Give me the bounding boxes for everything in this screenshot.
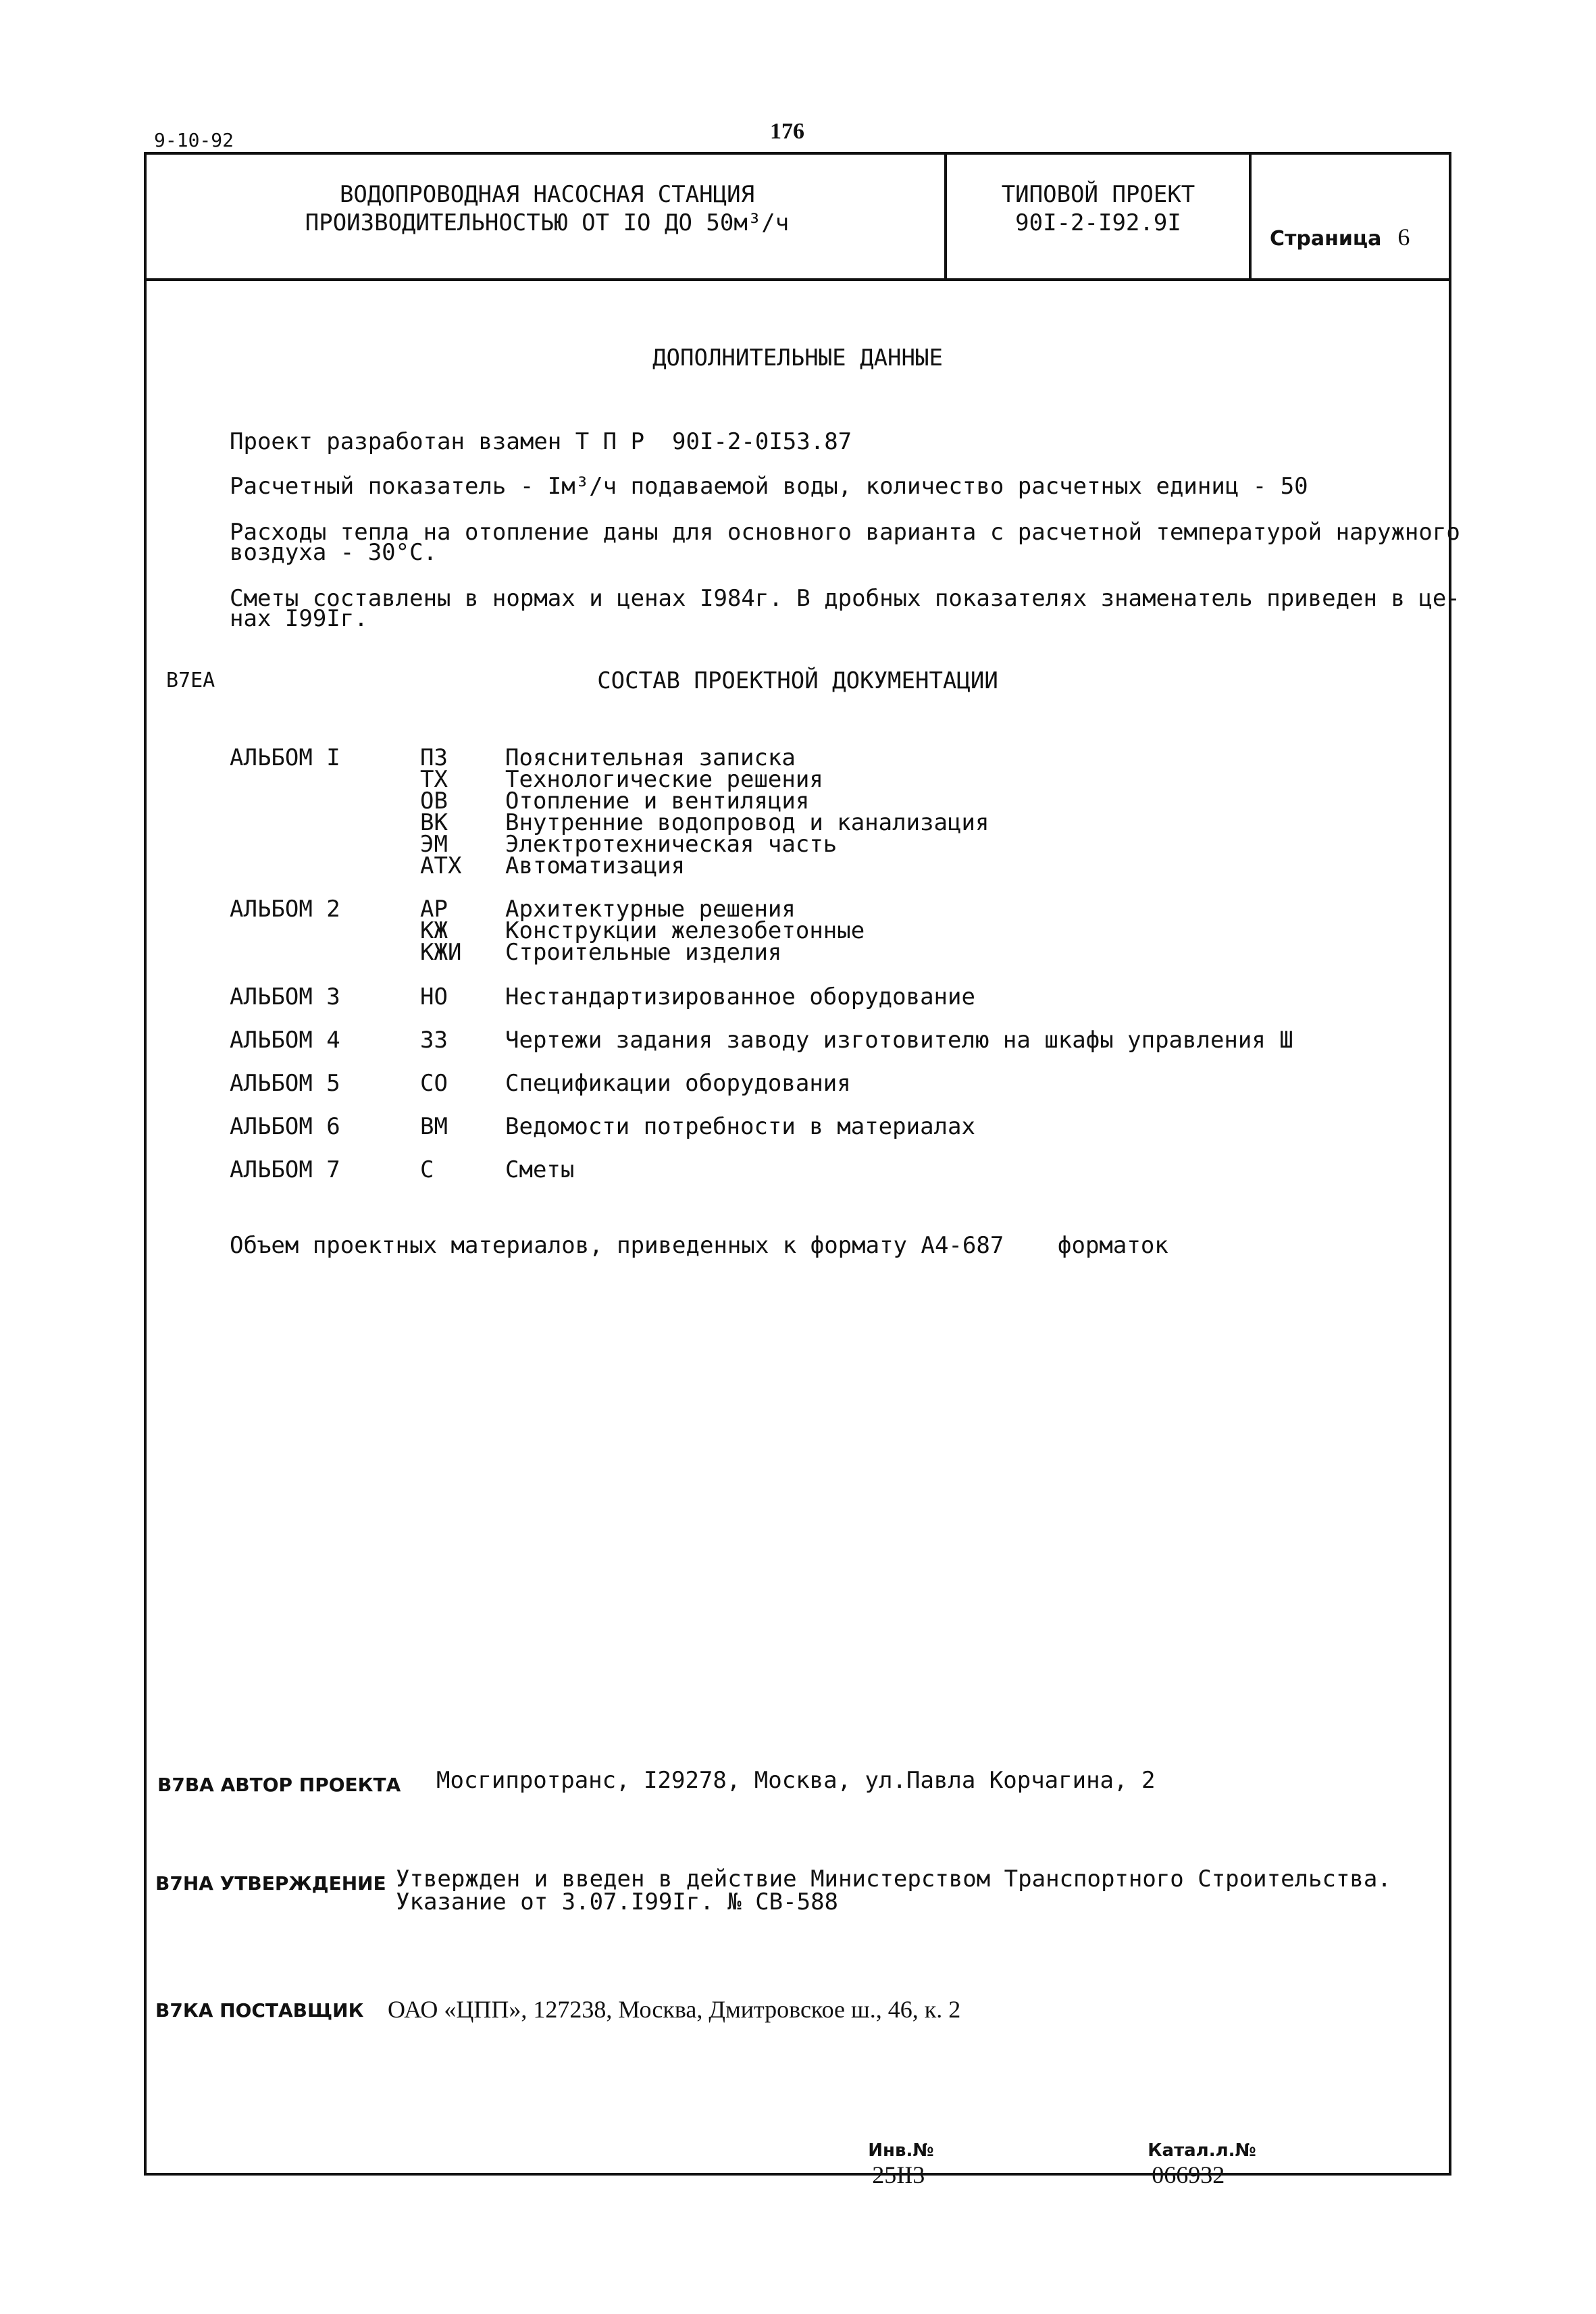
header-title-line2: ПРОИЗВОДИТЕЛЬНОСТЬЮ ОТ IO ДО 50м³/ч	[305, 209, 790, 236]
doc-title: Автоматизация	[505, 852, 686, 879]
header-column-divider	[944, 152, 947, 280]
doc-title: Нестандартизированное оборудование	[505, 983, 975, 1010]
doc-code: АР	[420, 896, 448, 923]
approval-line1: Утвержден и введен в действие Министерством Транспортного Строительства.	[396, 1866, 1391, 1893]
inventory-label: Инв.№	[868, 2140, 934, 2161]
supplier-text: ОАО «ЦПП», 127238, Москва, Дмитровское ш., 46, к. 2	[388, 1996, 961, 2023]
album-label: АЛЬБОМ I	[230, 744, 340, 771]
volume-text: Объем проектных материалов, приведенных к формату А4-687	[230, 1232, 1004, 1259]
doc-code: ОВ	[420, 788, 448, 815]
doc-code: КЖ	[420, 917, 448, 944]
doc-code: ПЗ	[420, 744, 448, 771]
album-label: АЛЬБОМ 2	[230, 896, 340, 923]
doc-title: Отопление и вентиляция	[505, 788, 810, 815]
doc-title: Ведомости потребности в материалах	[505, 1113, 975, 1140]
supplier-label: В7КА ПОСТАВЩИК	[155, 1999, 364, 2022]
section-heading-additional-data: ДОПОЛНИТЕЛЬНЫЕ ДАННЫЕ	[652, 344, 943, 371]
doc-code: ЭМ	[420, 831, 448, 858]
page-label: Страница	[1270, 227, 1382, 251]
date-stamp: 9-10-92	[154, 129, 234, 151]
album-label: АЛЬБОМ 7	[230, 1156, 340, 1183]
approval-label: В7НА УТВЕРЖДЕНИЕ	[155, 1872, 386, 1895]
album-label: АЛЬБОМ 3	[230, 983, 340, 1010]
estimate-line-1: Сметы составлены в нормах и ценах I984г. В дробных показателях знаменатель приведен в це-	[230, 585, 1460, 612]
doc-title: Архитектурные решения	[505, 896, 796, 923]
doc-code: НО	[420, 983, 448, 1010]
catalog-label: Катал.л.№	[1148, 2140, 1256, 2161]
header-divider	[144, 278, 1451, 281]
header-column-divider	[1249, 152, 1252, 280]
project-number: 90I-2-I92.9I	[1015, 209, 1181, 236]
doc-code: 33	[420, 1027, 448, 1054]
doc-title: Конструкции железобетонные	[505, 917, 865, 944]
page-number: 176	[770, 119, 804, 144]
approval-line2: Указание от 3.07.I99Iг. № СВ-588	[396, 1888, 839, 1916]
author-label: В7ВА АВТОР ПРОЕКТА	[157, 1774, 401, 1796]
doc-title: Сметы	[505, 1156, 575, 1183]
header-title-line1: ВОДОПРОВОДНАЯ НАСОСНАЯ СТАНЦИЯ	[339, 181, 755, 208]
doc-code: С	[420, 1156, 434, 1183]
doc-code: ТХ	[420, 766, 448, 793]
doc-code: АТХ	[420, 852, 462, 879]
section-code: В7ЕА	[166, 669, 215, 692]
unit-line: Расчетный показатель - Iм³/ч подаваемой воды, количество расчетных единиц - 50	[230, 473, 1308, 500]
heat-line-1: Расходы тепла на отопление даны для основного варианта с расчетной температурой наружного	[230, 519, 1460, 546]
section-heading-documentation: СОСТАВ ПРОЕКТНОЙ ДОКУМЕНТАЦИИ	[597, 667, 998, 694]
catalog-value: 066932	[1152, 2161, 1225, 2188]
doc-code: КЖИ	[420, 939, 462, 966]
doc-title: Внутренние водопровод и канализация	[505, 809, 989, 836]
doc-title: Строительные изделия	[505, 939, 782, 966]
doc-title: Технологические решения	[505, 766, 823, 793]
doc-title: Спецификации оборудования	[505, 1070, 851, 1097]
album-label: АЛЬБОМ 4	[230, 1027, 340, 1054]
doc-title: Чертежи задания заводу изготовителю на шкафы управления Ш	[505, 1027, 1293, 1054]
catalog-block	[1135, 2128, 1256, 2189]
replacement-line: Проект разработан взамен Т П Р 90I-2-0I53.87	[230, 428, 852, 455]
heat-line-2: воздуха - 30°С.	[230, 539, 438, 566]
project-type: ТИПОВОЙ ПРОЕКТ	[1001, 181, 1195, 208]
doc-code: ВК	[420, 809, 448, 836]
doc-title: Пояснительная записка	[505, 744, 796, 771]
author-text: Мосгипротранс, I29278, Москва, ул.Павла Корчагина, 2	[436, 1767, 1156, 1794]
page-value: 6	[1397, 224, 1410, 251]
album-label: АЛЬБОМ 6	[230, 1113, 340, 1140]
inventory-value: 25II3	[872, 2161, 925, 2188]
doc-code: СО	[420, 1070, 448, 1097]
doc-code: ВМ	[420, 1113, 448, 1140]
inventory-block	[855, 2128, 934, 2189]
page-label-block	[1270, 223, 1410, 251]
estimate-line-2: нах I99Iг.	[230, 605, 368, 632]
album-label: АЛЬБОМ 5	[230, 1070, 340, 1097]
doc-title: Электротехническая часть	[505, 831, 838, 858]
volume-unit: форматок	[1058, 1232, 1168, 1259]
